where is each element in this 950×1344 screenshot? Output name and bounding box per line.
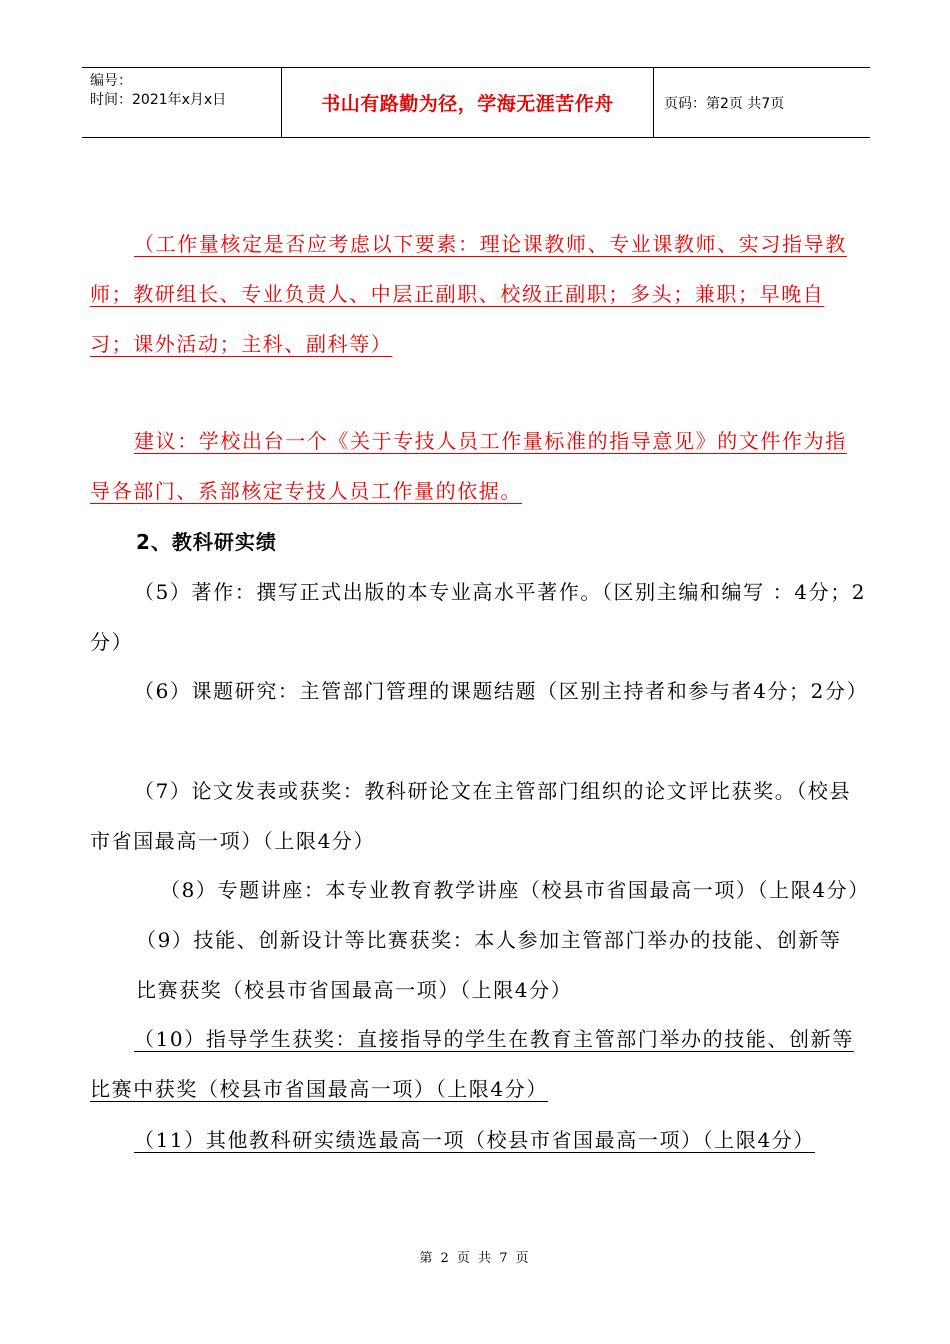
header-meta [82, 68, 282, 137]
item-7: （7）论文发表或获奖：教科研论文在主管部门组织的论文评比获奖。（校县市省国最高一项）（上限4分） [90, 779, 852, 853]
workload-factors-paragraph: （工作量核定是否应考虑以下要素：理论课教师、专业课教师、实习指导教师；教研组长、专业负责人、中层正副职、校级正副职；多头；兼职；早晚自习；课外活动；主科、副科等） [90, 232, 847, 356]
page-header [82, 67, 870, 138]
item-10: （10）指导学生获奖：直接指导的学生在教育主管部门举办的技能、创新等比赛中获奖（校县市省国最高一项）（上限4分） [90, 1027, 854, 1101]
suggestion-paragraph: 建议：学校出台一个《关于专技人员工作量标准的指导意见》的文件作为指导各部门、系部核定专技人员工作量的依据。 [90, 429, 847, 503]
section-title: 2、教科研实绩 [136, 530, 277, 554]
page-footer: 第 2 页 共 7 页 [419, 1251, 531, 1266]
item-5: （5）著作：撰写正式出版的本专业高水平著作。（区别主编和编写 ：4分；2分） [90, 580, 867, 654]
number-label: 编号： [90, 73, 132, 89]
item-6: （6）课题研究：主管部门管理的课题结题（区别主持者和参与者4分；2分） [134, 679, 869, 703]
item-11: （11）其他教科研实绩选最高一项（校县市省国最高一项）（上限4分） [134, 1128, 815, 1152]
time-label: 时间：2021年x月x日 [90, 92, 227, 108]
header-motto: 书山有路勤为径，学海无涯苦作舟 [282, 68, 654, 137]
header-page-label: 页码：第2页 共7页 [664, 95, 785, 112]
item-8-9: （8）专题讲座：本专业教育教学讲座（校县市省国最高一项）（上限4分）（9）技能、创新设计等比赛获奖：本人参加主管部门举办的技能、创新等比赛获奖（校县市省国最高一项）（上限4分） [136, 878, 860, 1002]
